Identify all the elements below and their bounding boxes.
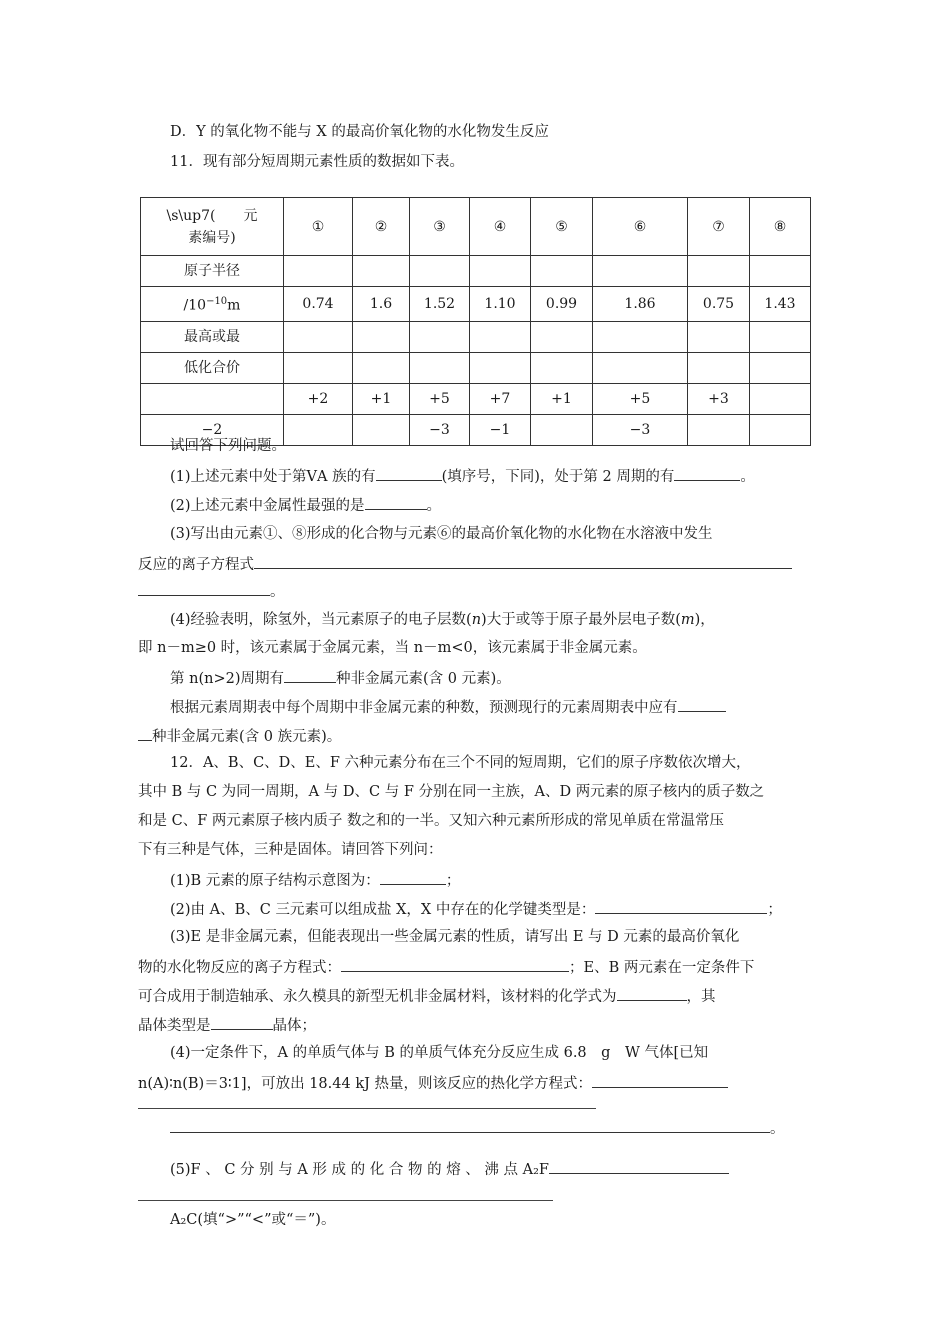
q11-part3-line1: (3)写出由元素①、⑧形成的化合物与元素⑥的最高价氧化物的水化物在水溶液中发生 [170,526,713,542]
answer-blank[interactable] [549,1158,729,1174]
answer-blank[interactable] [674,465,740,481]
answer-blank[interactable] [284,667,336,683]
radius-value: 1.86 [593,287,688,322]
element-id-3: ③ [410,198,470,256]
radius-value: 1.6 [353,287,410,322]
q11-part3-line2: 反应的离子方程式 [138,553,792,575]
answer-blank[interactable] [376,465,442,481]
q12-part4-line2: n(A)∶n(B)＝3∶1]，可放出 18.44 kJ 热量，则该反应的热化学方程式： [138,1072,728,1094]
q11-part4-line5: 种非金属元素(含 0 族元素)。 [138,725,341,747]
q12-part5-line2: A₂C(填“>”“<”或“＝”)。 [170,1212,336,1228]
highest-valence: +2 [284,383,353,414]
q10-option-d: D．Y 的氧化物不能与 X 的最高价氧化物的水化物发生反应 [170,124,549,140]
q12-stem-line3: 和是 C、F 两元素原子核内质子 数之和的一半。又知六种元素所形成的常见单质在常温常压 [138,813,724,829]
element-id-6: ⑥ [593,198,688,256]
q12-stem-line4: 下有三种是气体，三种是固体。请回答下列问： [138,842,443,858]
answer-blank[interactable] [138,725,152,741]
q11-part4-line2: 即 n－m≥0 时，该元素属于金属元素，当 n－m<0，该元素属于非金属元素。 [138,640,647,656]
radius-value: 0.99 [531,287,593,322]
q11-stem: 11．现有部分短周期元素性质的数据如下表。 [170,154,464,170]
q12-part1: (1)B 元素的原子结构示意图为： ； [170,869,460,891]
valence-label-a: 最高或最 [141,321,284,352]
table-header-a: \s\up7( 元 [166,207,258,224]
lowest-valence: −3 [410,414,470,445]
answer-line[interactable] [138,1108,596,1109]
highest-valence: +5 [410,383,470,414]
element-id-5: ⑤ [531,198,593,256]
q12-stem-line2: 其中 B 与 C 为同一周期，A 与 D、C 与 F 分别在同一主族，A、D 两元素的原子核内的质子数之 [138,784,765,800]
highest-valence: +7 [470,383,531,414]
q11-intro: 试回答下列问题。 [170,438,286,454]
q12-part3-line1: (3)E 是非金属元素，但能表现出一些金属元素的性质，请写出 E 与 D 元素的最高价氧化 [170,929,740,945]
radius-value: 1.43 [750,287,811,322]
q11-part4-line3: 第 n(n>2)周期有 种非金属元素(含 0 元素)。 [170,667,511,689]
lowest-valence: −1 [470,414,531,445]
q11-part3-line3: 。 [138,580,285,602]
answer-blank[interactable] [341,956,569,972]
q11-part4-line4: 根据元素周期表中每个周期中非金属元素的种数，预测现行的元素周期表中应有 [170,696,726,718]
answer-line[interactable] [138,1200,553,1201]
lowest-valence-label: −2 [141,414,284,445]
radius-value: 1.10 [470,287,531,322]
element-data-table [140,197,811,446]
answer-blank[interactable] [678,696,726,712]
radius-label-b: $/10^{-10}m$ [141,287,284,322]
q12-part4-line1: (4)一定条件下，A 的单质气体与 B 的单质气体充分反应生成 6.8 g W 气体[已知 [170,1045,709,1061]
q12-part3-line3: 可合成用于制造轴承、永久模具的新型无机非金属材料，该材料的化学式为 ，其 [138,985,716,1007]
element-id-2: ② [353,198,410,256]
table-header-b: 素编号) [188,229,236,246]
radius-label-a: 原子半径 [141,256,284,287]
q11-part4-line1: (4)经验表明，除氢外，当元素原子的电子层数(n)大于或等于原子最外层电子数(m)， [170,612,715,628]
answer-blank[interactable] [170,1117,770,1133]
q12-part3-line2: 物的水化物反应的离子方程式： ；E、B 两元素在一定条件下 [138,956,754,978]
answer-blank[interactable] [254,553,792,569]
answer-blank[interactable] [380,869,446,885]
highest-valence: +3 [688,383,750,414]
highest-valence: +1 [531,383,593,414]
lowest-valence: −3 [593,414,688,445]
q12-stem-line1: 12．A、B、C、D、E、F 六种元素分布在三个不同的短周期，它们的原子序数依次增大， [170,755,751,771]
radius-value: 1.52 [410,287,470,322]
q12-part5-line1: (5)F 、 C 分 别 与 A 形 成 的 化 合 物 的 熔 、 沸 点 A₂F [170,1158,729,1180]
q12-part2: (2)由 A、B、C 三元素可以组成盐 X，X 中存在的化学键类型是： ； [170,898,782,920]
element-id-1: ① [284,198,353,256]
radius-value: 0.75 [688,287,750,322]
q12-part3-line4: 晶体类型是 晶体； [138,1014,316,1036]
answer-blank[interactable] [211,1014,273,1030]
highest-valence: +1 [353,383,410,414]
q11-part2: (2)上述元素中金属性最强的是 。 [170,494,441,516]
answer-blank[interactable] [595,898,767,914]
element-id-4: ④ [470,198,531,256]
answer-blank[interactable] [138,580,270,596]
valence-label-b: 低化合价 [141,352,284,383]
table-header-cell [141,198,284,256]
q12-part4-line4: 。 [170,1117,785,1139]
answer-blank[interactable] [617,985,687,1001]
highest-valence: +5 [593,383,688,414]
q11-part1: (1)上述元素中处于第ⅤA 族的有 (填序号，下同)，处于第 2 周期的有 。 [170,465,755,487]
answer-blank[interactable] [592,1072,728,1088]
radius-value: 0.74 [284,287,353,322]
answer-blank[interactable] [365,494,427,510]
element-id-8: ⑧ [750,198,811,256]
element-id-7: ⑦ [688,198,750,256]
